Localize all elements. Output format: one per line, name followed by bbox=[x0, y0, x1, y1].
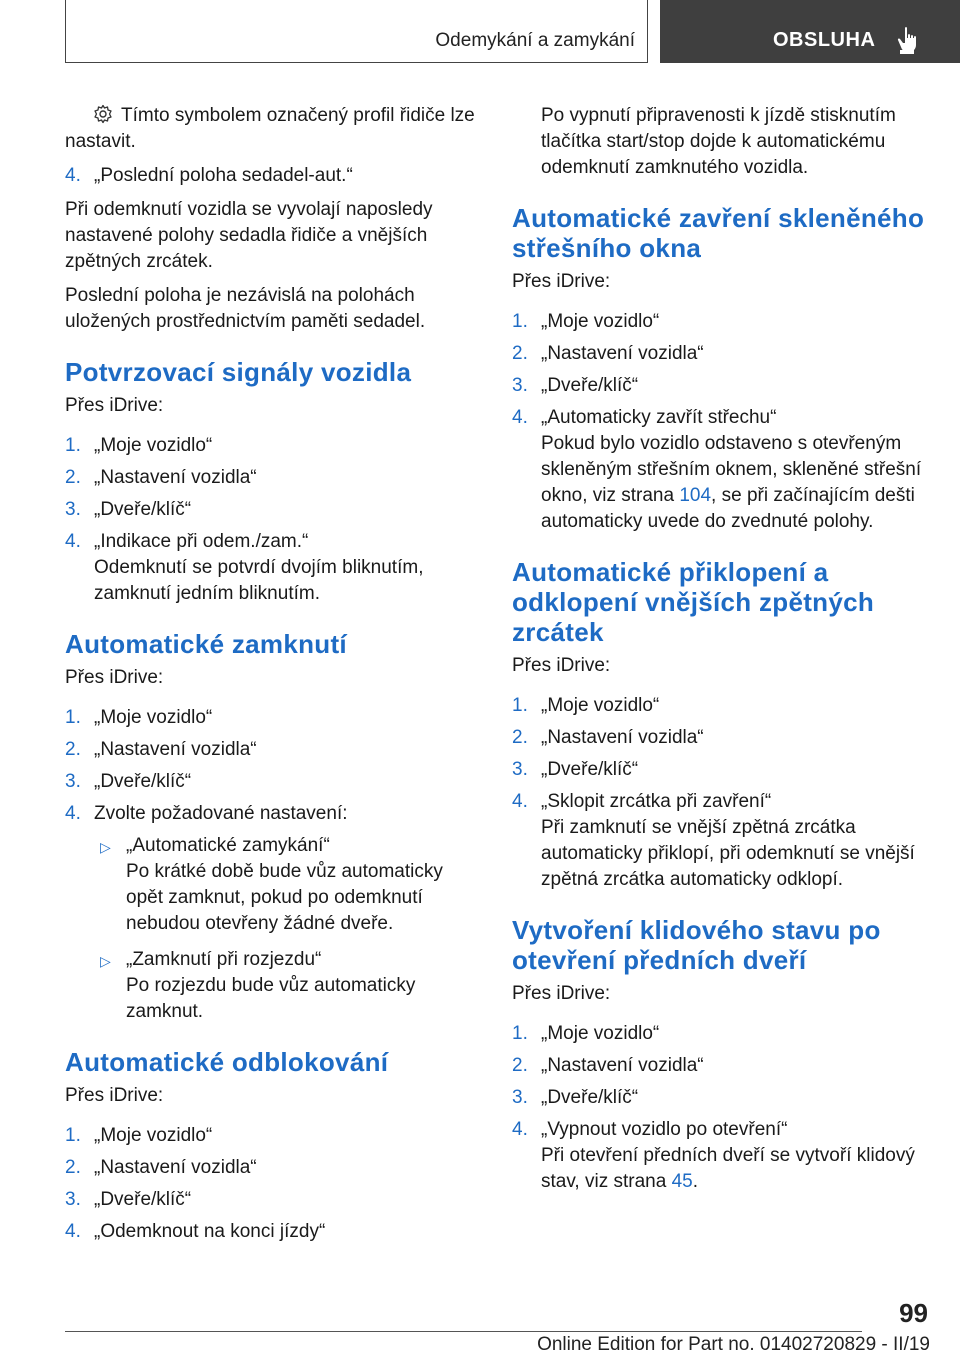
list-item: 2. „Nastavení vozidla“ bbox=[512, 343, 704, 364]
item-note: Při otevření předních dveří se vytvoří klidový stav, viz strana 45. bbox=[541, 1145, 915, 1192]
list-item: 4. „Odemknout na konci jízdy“ bbox=[65, 1221, 326, 1242]
list-item: 1. „Moje vozidlo“ bbox=[65, 707, 213, 728]
header-section-box bbox=[660, 0, 960, 63]
section-intro: Přes iDrive: bbox=[512, 271, 611, 292]
section-heading: Automatické přiklopení a odklopení vnějších zpětných zrcátek bbox=[512, 557, 875, 647]
list-item: 1. „Moje vozidlo“ bbox=[65, 435, 213, 456]
option-list bbox=[94, 833, 483, 1025]
chapter-title: Odemykání a zamykání bbox=[435, 30, 635, 51]
steps-list bbox=[65, 1123, 483, 1245]
gear-icon bbox=[93, 104, 113, 124]
section-intro: Přes iDrive: bbox=[512, 655, 611, 676]
triangle-bullet-icon: ▷ bbox=[100, 839, 111, 855]
option-desc: Po rozjezdu bude vůz automaticky zamknut. bbox=[126, 975, 416, 1022]
list-item: 1. „Moje vozidlo“ bbox=[512, 1023, 660, 1044]
option-desc: Po krátké době bude vůz automaticky opět zamknut, pokud po odemknutí nebudou otevřeny žádné dveře. bbox=[126, 861, 443, 934]
list-item: 4. „Sklopit zrcátka při zavření“ Při zamknutí se vnější zpětná zrcátka automaticky přiklopí, při odemknutí se vnější zpětná zrcátka automaticky odklopí. bbox=[512, 789, 930, 893]
option-item: ▷ „Zamknutí při rozjezdu“ Po rozjezdu bude vůz automaticky zamknut. bbox=[94, 947, 483, 1025]
list-item: 3. „Dveře/klíč“ bbox=[65, 499, 192, 520]
item-note: Odemknutí se potvrdí dvojím bliknutím, zamknutí jedním bliknutím. bbox=[94, 557, 424, 604]
body-paragraph: Při odemknutí vozidla se vyvolají naposledy nastavené polohy sedadla řidiče a vnějších zpětných zrcátek. bbox=[65, 199, 433, 272]
header-chapter-box bbox=[65, 0, 648, 63]
list-continued bbox=[65, 163, 483, 189]
triangle-bullet-icon: ▷ bbox=[100, 953, 111, 969]
list-item: 4. „Poslední poloha sedadel-aut.“ bbox=[65, 165, 353, 186]
section-intro: Přes iDrive: bbox=[65, 1085, 164, 1106]
steps-list bbox=[512, 309, 930, 535]
intro-text: Tímto symbolem označený profil řidiče lze nastavit. bbox=[65, 105, 475, 152]
hand-pointing-icon bbox=[896, 26, 922, 54]
section-intro: Přes iDrive: bbox=[512, 983, 611, 1004]
steps-list bbox=[512, 1021, 930, 1195]
list-item: 2. „Nastavení vozidla“ bbox=[65, 1157, 257, 1178]
section-heading: Automatické zamknutí bbox=[65, 629, 347, 659]
list-item: 2. „Nastavení vozidla“ bbox=[512, 1055, 704, 1076]
item-note: Při zamknutí se vnější zpětná zrcátka automaticky přiklopí, při odemknutí se vnější zpětná zrcátka automaticky odklopí. bbox=[541, 817, 915, 890]
list-item: 1. „Moje vozidlo“ bbox=[512, 695, 660, 716]
continued-note: Po vypnutí připravenosti k jízdě stisknutím tlačítka start/stop dojde k automatickému odemknutí zamknutého vozidla. bbox=[541, 105, 896, 178]
list-item: 3. „Dveře/klíč“ bbox=[512, 1087, 639, 1108]
section-heading: Potvrzovací signály vozidla bbox=[65, 357, 412, 387]
page-number: 99 bbox=[899, 1298, 928, 1328]
item-note: Pokud bylo vozidlo odstaveno s otevřeným skleněným střešním oknem, skleněné střešní okno, viz strana 104, se při začínajícím dešti automaticky uvede do zvednuté polohy. bbox=[541, 433, 922, 532]
list-item: 4. „Indikace při odem./zam.“ Odemknutí se potvrdí dvojím bliknutím, zamknutí jedním bliknutím. bbox=[65, 529, 483, 607]
page-link-104[interactable]: 104 bbox=[679, 485, 712, 506]
section-heading: Automatické zavření skleněného střešního okna bbox=[512, 203, 925, 263]
footer-divider bbox=[65, 1331, 862, 1332]
steps-list bbox=[512, 693, 930, 893]
list-item: 4. „Vypnout vozidlo po otevření“ Při otevření předních dveří se vytvoří klidový stav, viz strana 45. bbox=[512, 1117, 930, 1195]
steps-list bbox=[65, 433, 483, 607]
steps-list bbox=[65, 705, 483, 1025]
section-heading: Vytvoření klidového stavu po otevření předních dveří bbox=[512, 915, 881, 975]
list-item: 2. „Nastavení vozidla“ bbox=[65, 739, 257, 760]
section-intro: Přes iDrive: bbox=[65, 667, 164, 688]
list-item: 2. „Nastavení vozidla“ bbox=[512, 727, 704, 748]
page-link-45[interactable]: 45 bbox=[671, 1171, 693, 1192]
section-heading: Automatické odblokování bbox=[65, 1047, 389, 1077]
option-item: ▷ „Automatické zamykání“ Po krátké době bude vůz automaticky opět zamknut, pokud po odemknutí nebudou otevřeny žádné dveře. bbox=[94, 833, 483, 937]
left-column bbox=[65, 103, 483, 1253]
list-item: 3. „Dveře/klíč“ bbox=[512, 375, 639, 396]
list-item: 4. „Automaticky zavřít střechu“ Pokud bylo vozidlo odstaveno s otevřeným skleněným střešním oknem, skleněné střešní okno, viz strana 104, se při začínajícím dešti automaticky uvede do zvednuté polohy. bbox=[512, 405, 930, 535]
list-item: 2. „Nastavení vozidla“ bbox=[65, 467, 257, 488]
footer-edition: Online Edition for Part no. 01402720829 - II/19 bbox=[537, 1334, 930, 1355]
body-paragraph: Poslední poloha je nezávislá na polohách uložených prostřednictvím paměti sedadel. bbox=[65, 285, 426, 332]
section-label: OBSLUHA bbox=[773, 29, 876, 51]
list-item: 4. Zvolte požadované nastavení: ▷ „Automatické zamykání“ Po krátké době bude vůz automaticky opět zamknut, pokud po odemknutí nebudou otevřeny žádné dveře. ▷ „Zamknutí při rozjezdu“ Po rozjezdu bude vůz automaticky zamknut. bbox=[65, 801, 483, 1025]
list-item: 1. „Moje vozidlo“ bbox=[512, 311, 660, 332]
right-column bbox=[512, 103, 930, 1203]
section-intro: Přes iDrive: bbox=[65, 395, 164, 416]
list-item: 1. „Moje vozidlo“ bbox=[65, 1125, 213, 1146]
list-item: 3. „Dveře/klíč“ bbox=[65, 771, 192, 792]
list-item: 3. „Dveře/klíč“ bbox=[65, 1189, 192, 1210]
list-item: 3. „Dveře/klíč“ bbox=[512, 759, 639, 780]
intro-paragraph bbox=[65, 103, 483, 155]
